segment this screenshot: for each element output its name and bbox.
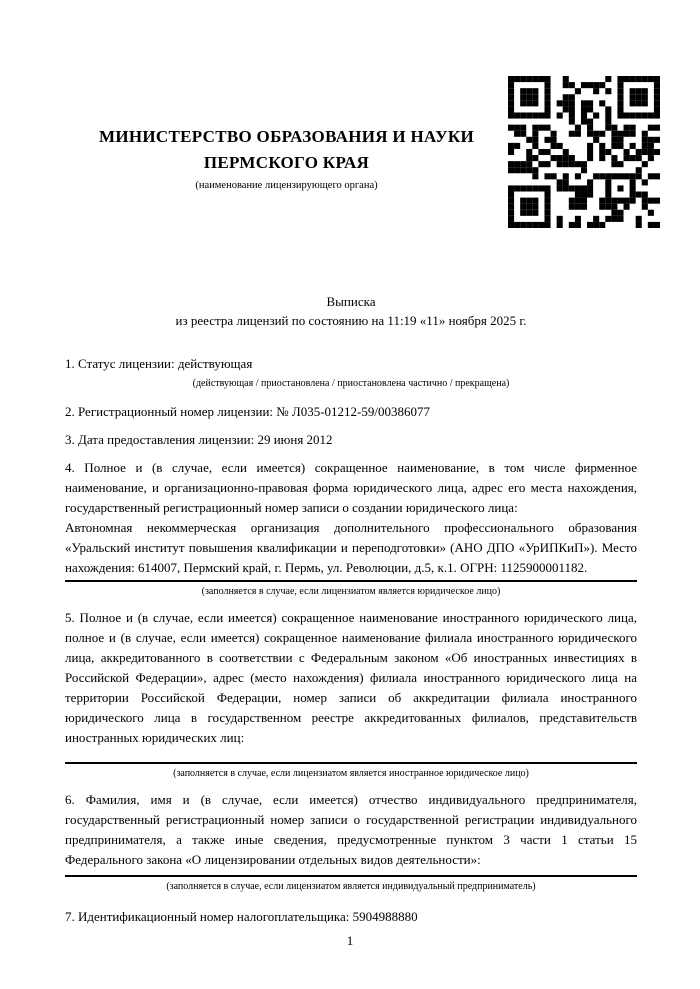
legal-entity-value: Автономная некоммерческая организация дополнительного профессионального образования «Уральский институт повышения квалификации и переподготовки» (АНО ДПО «УрИПКиП»). Место нахождения: 614007, Пермский край, г. Пермь, ул. Революции, д.5, к.1. ОГРН: 1125900001182.	[65, 520, 637, 575]
separator-rule	[65, 580, 637, 582]
page-number: 1	[346, 933, 354, 948]
separator-rule	[65, 762, 637, 764]
qr-code-icon	[508, 76, 660, 228]
document-subtitle: из реестра лицензий по состоянию на 11:19 «11» ноября 2025 г.	[175, 313, 527, 328]
ministry-caption: (наименование лицензирующего органа)	[195, 180, 378, 191]
items-list	[65, 354, 637, 927]
ministry-name-line1: МИНИСТЕРСТВО ОБРАЗОВАНИЯ И НАУКИ	[98, 127, 475, 146]
ministry-name-line2: ПЕРМСКОГО КРАЯ	[203, 153, 370, 172]
separator-rule	[65, 875, 637, 877]
licensing-authority-block	[65, 76, 508, 192]
license-status-item: 1. Статус лицензии: действующая	[65, 356, 253, 371]
document-header	[0, 0, 700, 228]
license-status-options-caption: (действующая / приостановлена / приостановлена частично / прекращена)	[192, 378, 510, 389]
foreign-entity-item: 5. Полное и (в случае, если имеется) сокращенное наименование иностранного юридического лица, полное и (в случае, если имеется) сокращенное наименование филиала иностранного юридического лица, аккредитованного в соответствии с Федеральным законом «Об иностранных инвестициях в Российской Федерации», адрес (место нахождения) филиала иностранного юридического лица на территории Российской Федерации, номер записи об аккредитации филиала иностранного юридического лица в государственном реестре аккредитованных филиалов, представительств иностранных юридических лиц:	[65, 610, 637, 745]
license-date-item: 3. Дата предоставления лицензии: 29 июня 2012	[65, 432, 333, 447]
individual-entrepreneur-item: 6. Фамилия, имя и (в случае, если имеется) отчество индивидуального предпринимателя, государственный регистрационный номер записи о государственной регистрации индивидуального предпринимателя, а также иные сведения, предусмотренные пунктом 3 части 1 статьи 15 Федерального закона «О лицензировании отдельных видов деятельности»:	[65, 792, 637, 867]
document-title-block	[65, 292, 637, 330]
legal-entity-caption: (заполняется в случае, если лицензиатом является юридическое лицо)	[201, 586, 501, 597]
document-title: Выписка	[326, 294, 376, 309]
taxpayer-number-item: 7. Идентификационный номер налогоплательщика: 5904988880	[65, 909, 418, 924]
registration-number-item: 2. Регистрационный номер лицензии: № Л035-01212-59/00386077	[65, 404, 431, 419]
foreign-entity-caption: (заполняется в случае, если лицензиатом является иностранное юридическое лицо)	[173, 768, 529, 779]
individual-entrepreneur-caption: (заполняется в случае, если лицензиатом является индивидуальный предприниматель)	[166, 881, 536, 892]
ministry-name	[65, 124, 508, 176]
document-body	[0, 292, 700, 927]
legal-entity-item: 4. Полное и (в случае, если имеется) сокращенное наименование, в том числе фирменное наименование, и организационно-правовая форма юридического лица, адрес его места нахождения, государственный регистрационный номер записи о создании юридического лица:	[65, 460, 637, 515]
